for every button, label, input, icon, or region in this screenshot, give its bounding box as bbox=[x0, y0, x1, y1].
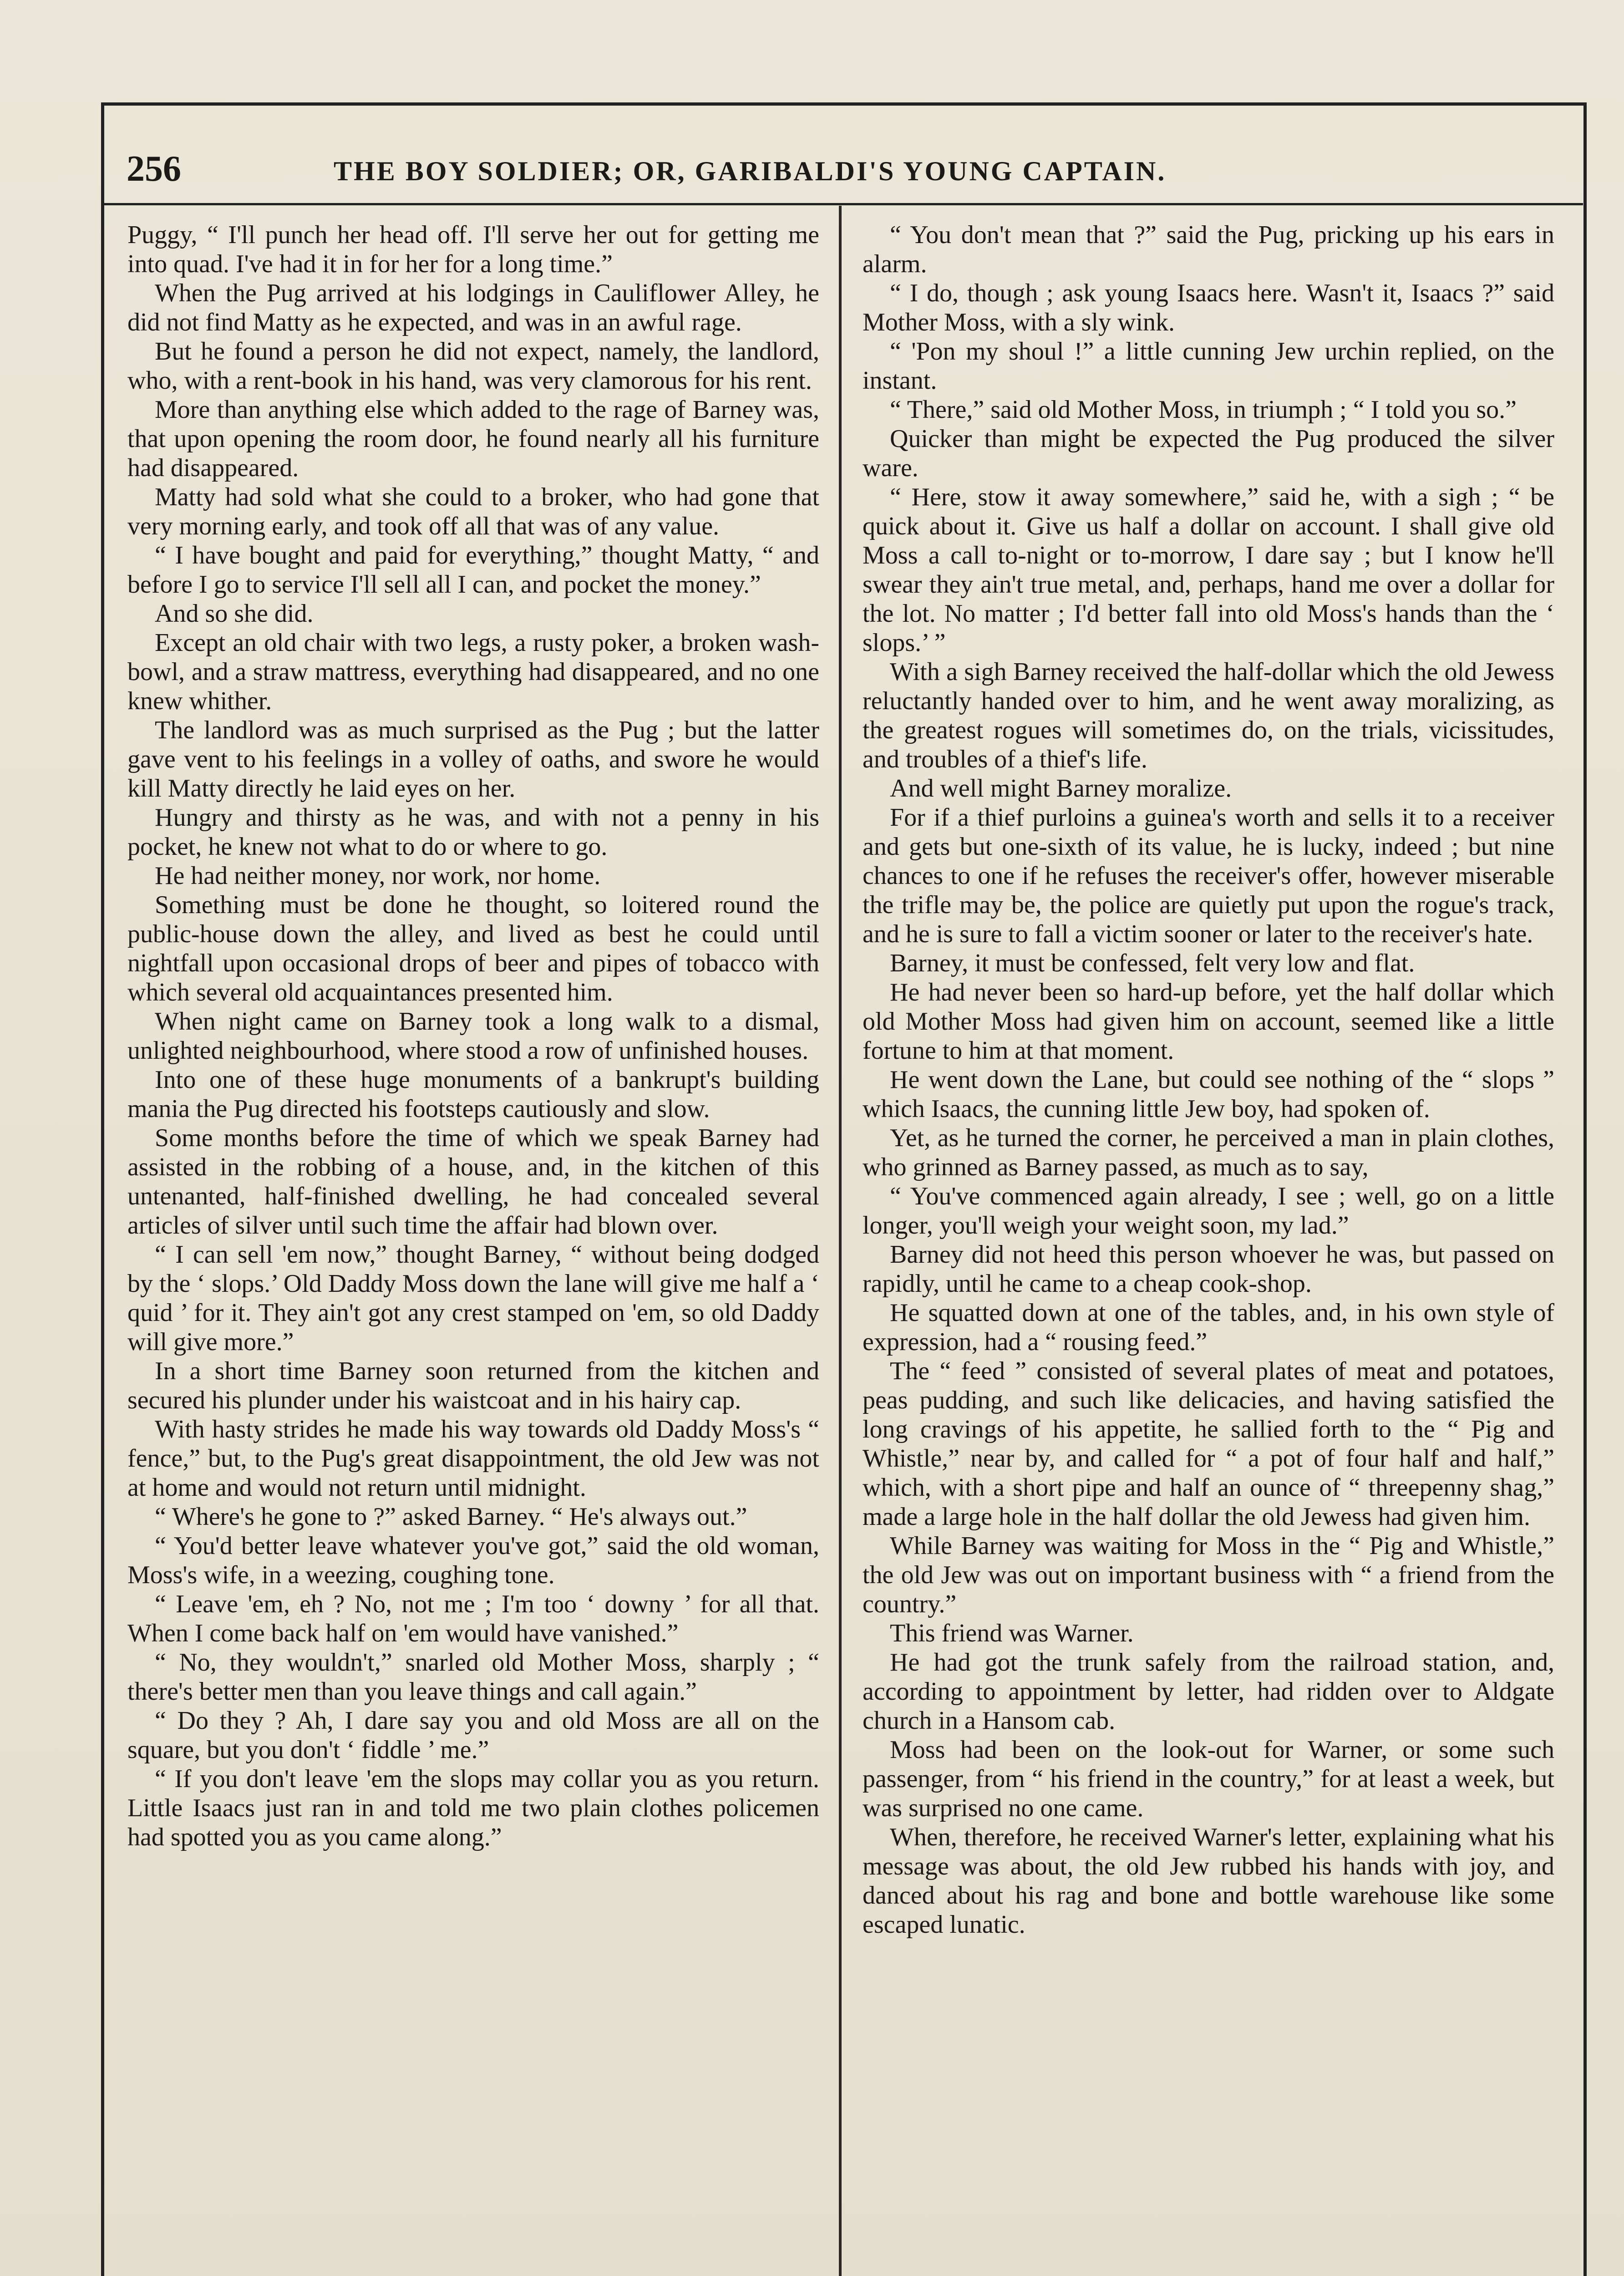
paragraph: For if a thief purloins a guinea's worth and sells it to a receiver and gets but one-sixth of its value, he is lucky, indeed ; but nine chances to one if he refuses the receiver's offer, however miserable the trifle may be, the police are quietly put upon the rogue's track, and he is sure to fall a victim sooner or later to the receiver's hate. bbox=[863, 803, 1554, 948]
paragraph: When, therefore, he received Warner's letter, explaining what his message was about, the old Jew rubbed his hands with joy, and danced about his rag and bone and bottle warehouse like some escaped lunatic. bbox=[863, 1823, 1554, 1939]
left-column bbox=[127, 220, 819, 2276]
paragraph: Except an old chair with two legs, a rusty poker, a broken wash-bowl, and a straw mattress, everything had disappeared, and no one knew whither. bbox=[127, 629, 819, 715]
paragraph: Puggy, “ I'll punch her head off. I'll serve her out for getting me into quad. I've had it in for her for a long time.” bbox=[127, 221, 819, 278]
paragraph: He squatted down at one of the tables, and, in his own style of expression, had a “ rousing feed.” bbox=[863, 1299, 1554, 1356]
page-number: 256 bbox=[127, 149, 181, 189]
paragraph: He had neither money, nor work, nor home. bbox=[155, 862, 601, 890]
paragraph: While Barney was waiting for Moss in the “ Pig and Whistle,” the old Jew was out on important business with “ a friend from the country.” bbox=[863, 1532, 1554, 1618]
running-title: THE BOY SOLDIER; OR, GARIBALDI'S YOUNG CAPTAIN. bbox=[334, 156, 1167, 186]
paragraph: Hungry and thirsty as he was, and with not a penny in his pocket, he knew not what to do or where to go. bbox=[127, 803, 819, 861]
paragraph: “ There,” said old Mother Moss, in triumph ; “ I told you so.” bbox=[890, 396, 1517, 424]
paragraph: “ If you don't leave 'em the slops may collar you as you return. Little Isaacs just ran in and told me two plain clothes policemen had spotted you as you came along.” bbox=[127, 1765, 819, 1851]
paragraph: Moss had been on the look-out for Warner, or some such passenger, from “ his friend in the country,” for at least a week, but was surprised no one came. bbox=[863, 1736, 1554, 1822]
paragraph: “ I have bought and paid for everything,” thought Matty, “ and before I go to service I'll sell all I can, and pocket the money.” bbox=[127, 541, 819, 599]
paragraph: “ You'd better leave whatever you've got,” said the old woman, Moss's wife, in a weezing, coughing tone. bbox=[127, 1532, 819, 1589]
paragraph: “ Leave 'em, eh ? No, not me ; I'm too ‘ downy ’ for all that. When I come back half on 'em would have vanished.” bbox=[127, 1590, 819, 1647]
paragraph: “ Here, stow it away somewhere,” said he, with a sigh ; “ be quick about it. Give us half a dollar on account. I shall give old Moss a call to-night or to-morrow, I dare say ; but I know he'll swear they ain't true metal, and, perhaps, hand me over a dollar for the lot. No matter ; I'd better fall into old Moss's hands than the ‘ slops.’ ” bbox=[863, 483, 1554, 657]
right-column bbox=[863, 220, 1554, 2276]
paragraph: He had got the trunk safely from the railroad station, and, according to appointment by letter, had ridden over to Aldgate church in a Hansom cab. bbox=[863, 1648, 1554, 1735]
paragraph: Yet, as he turned the corner, he perceived a man in plain clothes, who grinned as Barney passed, as much as to say, bbox=[863, 1124, 1554, 1181]
paragraph: Some months before the time of which we speak Barney had assisted in the robbing of a house, and, in the kitchen of this untenanted, half-finished dwelling, he had concealed several articles of silver until such time the affair had blown over. bbox=[127, 1124, 819, 1240]
header-rule bbox=[104, 203, 1583, 205]
paragraph: “ 'Pon my shoul !” a little cunning Jew urchin replied, on the instant. bbox=[863, 337, 1554, 395]
paragraph: “ Where's he gone to ?” asked Barney. “ He's always out.” bbox=[155, 1503, 747, 1531]
paragraph: With hasty strides he made his way towards old Daddy Moss's “ fence,” but, to the Pug's great disappointment, the old Jew was not at home and would not return until midnight. bbox=[127, 1415, 819, 1502]
paragraph: He had never been so hard-up before, yet the half dollar which old Mother Moss had given him on account, seemed like a little fortune to him at that moment. bbox=[863, 978, 1554, 1065]
paragraph: “ Do they ? Ah, I dare say you and old Moss are all on the square, but you don't ‘ fiddle ’ me.” bbox=[127, 1707, 819, 1764]
paragraph: When the Pug arrived at his lodgings in Cauliflower Alley, he did not find Matty as he expected, and was in an awful rage. bbox=[127, 279, 819, 336]
paragraph: Into one of these huge monuments of a bankrupt's building mania the Pug directed his footsteps cautiously and slow. bbox=[127, 1066, 819, 1123]
paragraph: Matty had sold what she could to a broker, who had gone that very morning early, and took off all that was of any value. bbox=[127, 483, 819, 540]
column-divider bbox=[839, 206, 842, 2276]
paragraph: He went down the Lane, but could see nothing of the “ slops ” which Isaacs, the cunning little Jew boy, had spoken of. bbox=[863, 1066, 1554, 1123]
paragraph: And well might Barney moralize. bbox=[890, 774, 1232, 803]
paragraph: “ You've commenced again already, I see ; well, go on a little longer, you'll weigh your weight soon, my lad.” bbox=[863, 1182, 1554, 1240]
paragraph: More than anything else which added to the rage of Barney was, that upon opening the room door, he found nearly all his furniture had disappeared. bbox=[127, 396, 819, 482]
paragraph: “ No, they wouldn't,” snarled old Mother Moss, sharply ; “ there's better men than you leave things and call again.” bbox=[127, 1648, 819, 1706]
paragraph: Barney, it must be confessed, felt very low and flat. bbox=[890, 949, 1415, 977]
paragraph: “ You don't mean that ?” said the Pug, pricking up his ears in alarm. bbox=[863, 221, 1554, 278]
paragraph: “ I do, though ; ask young Isaacs here. Wasn't it, Isaacs ?” said Mother Moss, with a sly wink. bbox=[863, 279, 1554, 336]
paragraph: In a short time Barney soon returned from the kitchen and secured his plunder under his waistcoat and in his hairy cap. bbox=[127, 1357, 819, 1414]
paragraph: Quicker than might be expected the Pug produced the silver ware. bbox=[863, 425, 1554, 482]
paragraph: “ I can sell 'em now,” thought Barney, “ without being dodged by the ‘ slops.’ Old Daddy Moss down the lane will give me half a ‘ quid ’ for it. They ain't got any crest stamped on 'em, so old Daddy will give more.” bbox=[127, 1240, 819, 1356]
paragraph: The “ feed ” consisted of several plates of meat and potatoes, peas pudding, and such like delicacies, and having satisfied the long cravings of his appetite, he sallied forth to the “ Pig and Whistle,” near by, and called for “ a pot of four half and half,” which, with a short pipe and half an ounce of “ threepenny shag,” made a large hole in the half dollar the old Jewess had given him. bbox=[863, 1357, 1554, 1531]
paragraph: But he found a person he did not expect, namely, the landlord, who, with a rent-book in his hand, was very clamorous for his rent. bbox=[127, 337, 819, 395]
paragraph: Barney did not heed this person whoever he was, but passed on rapidly, until he came to a cheap cook-shop. bbox=[863, 1240, 1554, 1298]
paragraph: This friend was Warner. bbox=[890, 1619, 1134, 1647]
paragraph: When night came on Barney took a long walk to a dismal, unlighted neighbourhood, where stood a row of unfinished houses. bbox=[127, 1007, 819, 1065]
paragraph: With a sigh Barney received the half-dollar which the old Jewess reluctantly handed over to him, and he went away moralizing, as the greatest rogues will sometimes do, on the trials, vicissitudes, and troubles of a thief's life. bbox=[863, 658, 1554, 773]
paragraph: Something must be done he thought, so loitered round the public-house down the alley, and lived as best he could until nightfall upon occasional drops of beer and pipes of tobacco with which several old acquaintances presented him. bbox=[127, 891, 819, 1006]
paragraph: The landlord was as much surprised as the Pug ; but the latter gave vent to his feelings in a volley of oaths, and swore he would kill Matty directly he laid eyes on her. bbox=[127, 716, 819, 803]
paragraph: And so she did. bbox=[155, 599, 314, 628]
